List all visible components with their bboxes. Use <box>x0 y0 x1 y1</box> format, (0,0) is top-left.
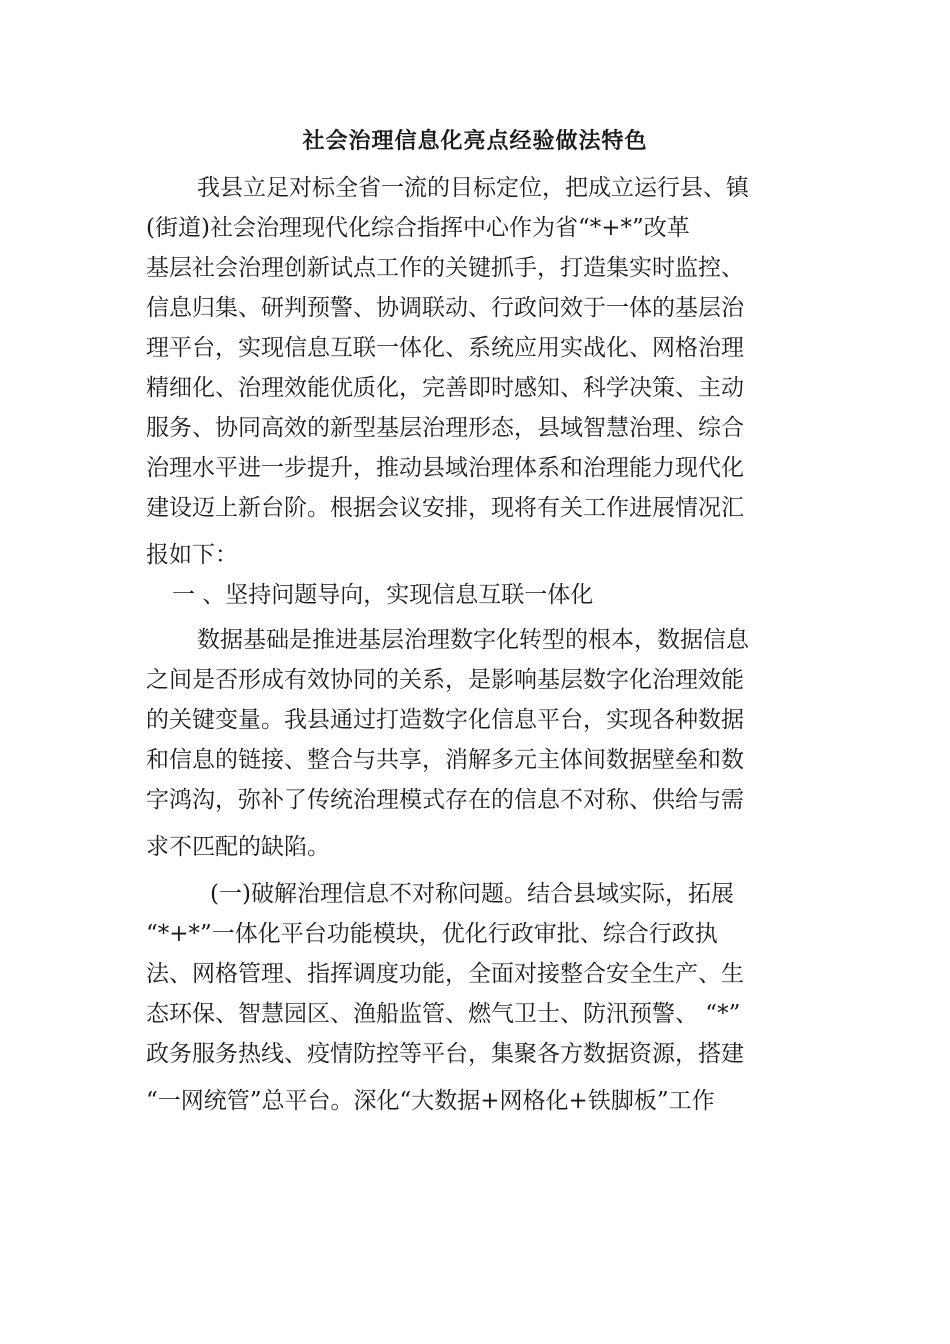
paragraph-1-line-1: 我县立足对标全省一流的目标定位，把成立运行县、镇 <box>197 175 749 201</box>
paragraph-1-line-7: 服务、协同高效的新型基层治理形态，县域智慧治理、综合 <box>146 415 744 441</box>
paragraph-1-line-6: 精细化、治理效能优质化，完善即时感知、科学决策、主动 <box>146 375 744 401</box>
paragraph-1-line-8: 治理水平进一步提升，推动县域治理体系和治理能力现代化 <box>146 455 744 481</box>
paragraph-3-line-3: 法、网格管理、指挥调度功能，全面对接整合安全生产、生 <box>146 961 744 987</box>
paragraph-2-line-4: 和信息的链接、整合与共享，消解多元主体间数据壁垒和数 <box>146 747 744 773</box>
paragraph-3-line-2: “*+*”一体化平台功能模块，优化行政审批、综合行政执 <box>146 921 718 947</box>
paragraph-1-line-9: 建设迈上新台阶。根据会议安排，现将有关工作进展情况汇 <box>146 495 744 521</box>
paragraph-1-line-5: 理平台，实现信息互联一体化、系统应用实战化、网格治理 <box>146 335 744 361</box>
paragraph-1-line-2: (街道)社会治理现代化综合指挥中心作为省“*+*”改革 <box>146 215 690 241</box>
paragraph-1-line-3: 基层社会治理创新试点工作的关键抓手，打造集实时监控、 <box>146 255 744 281</box>
paragraph-2-line-6: 求不匹配的缺陷。 <box>146 834 330 860</box>
paragraph-1-line-10: 报如下： <box>146 542 238 568</box>
paragraph-2-line-2: 之间是否形成有效协同的关系，是影响基层数字化治理效能 <box>146 667 744 693</box>
paragraph-3-line-5: 政务服务热线、疫情防控等平台，集聚各方数据资源，搭建 <box>146 1041 744 1067</box>
paragraph-2-line-5: 字鸿沟，弥补了传统治理模式存在的信息不对称、供给与需 <box>146 787 744 813</box>
paragraph-1-line-4: 信息归集、研判预警、协调联动、行政问效于一体的基层治 <box>146 295 744 321</box>
section-heading-1: 一 、坚持问题导向，实现信息互联一体化 <box>172 582 594 608</box>
paragraph-2-line-1: 数据基础是推进基层治理数字化转型的根本，数据信息 <box>197 627 749 653</box>
paragraph-2-line-3: 的关键变量。我县通过打造数字化信息平台，实现各种数据 <box>146 707 744 733</box>
document-title: 社会治理信息化亮点经验做法特色 <box>302 128 648 154</box>
paragraph-3-line-1: (一)破解治理信息不对称问题。结合县域实际，拓展 <box>210 881 734 907</box>
paragraph-3-line-4: 态环保、智慧园区、渔船监管、燃气卫士、防汛预警、 “*” <box>146 1001 741 1027</box>
paragraph-3-line-6: “一网统管”总平台。深化“大数据+网格化+铁脚板”工作 <box>146 1088 715 1114</box>
